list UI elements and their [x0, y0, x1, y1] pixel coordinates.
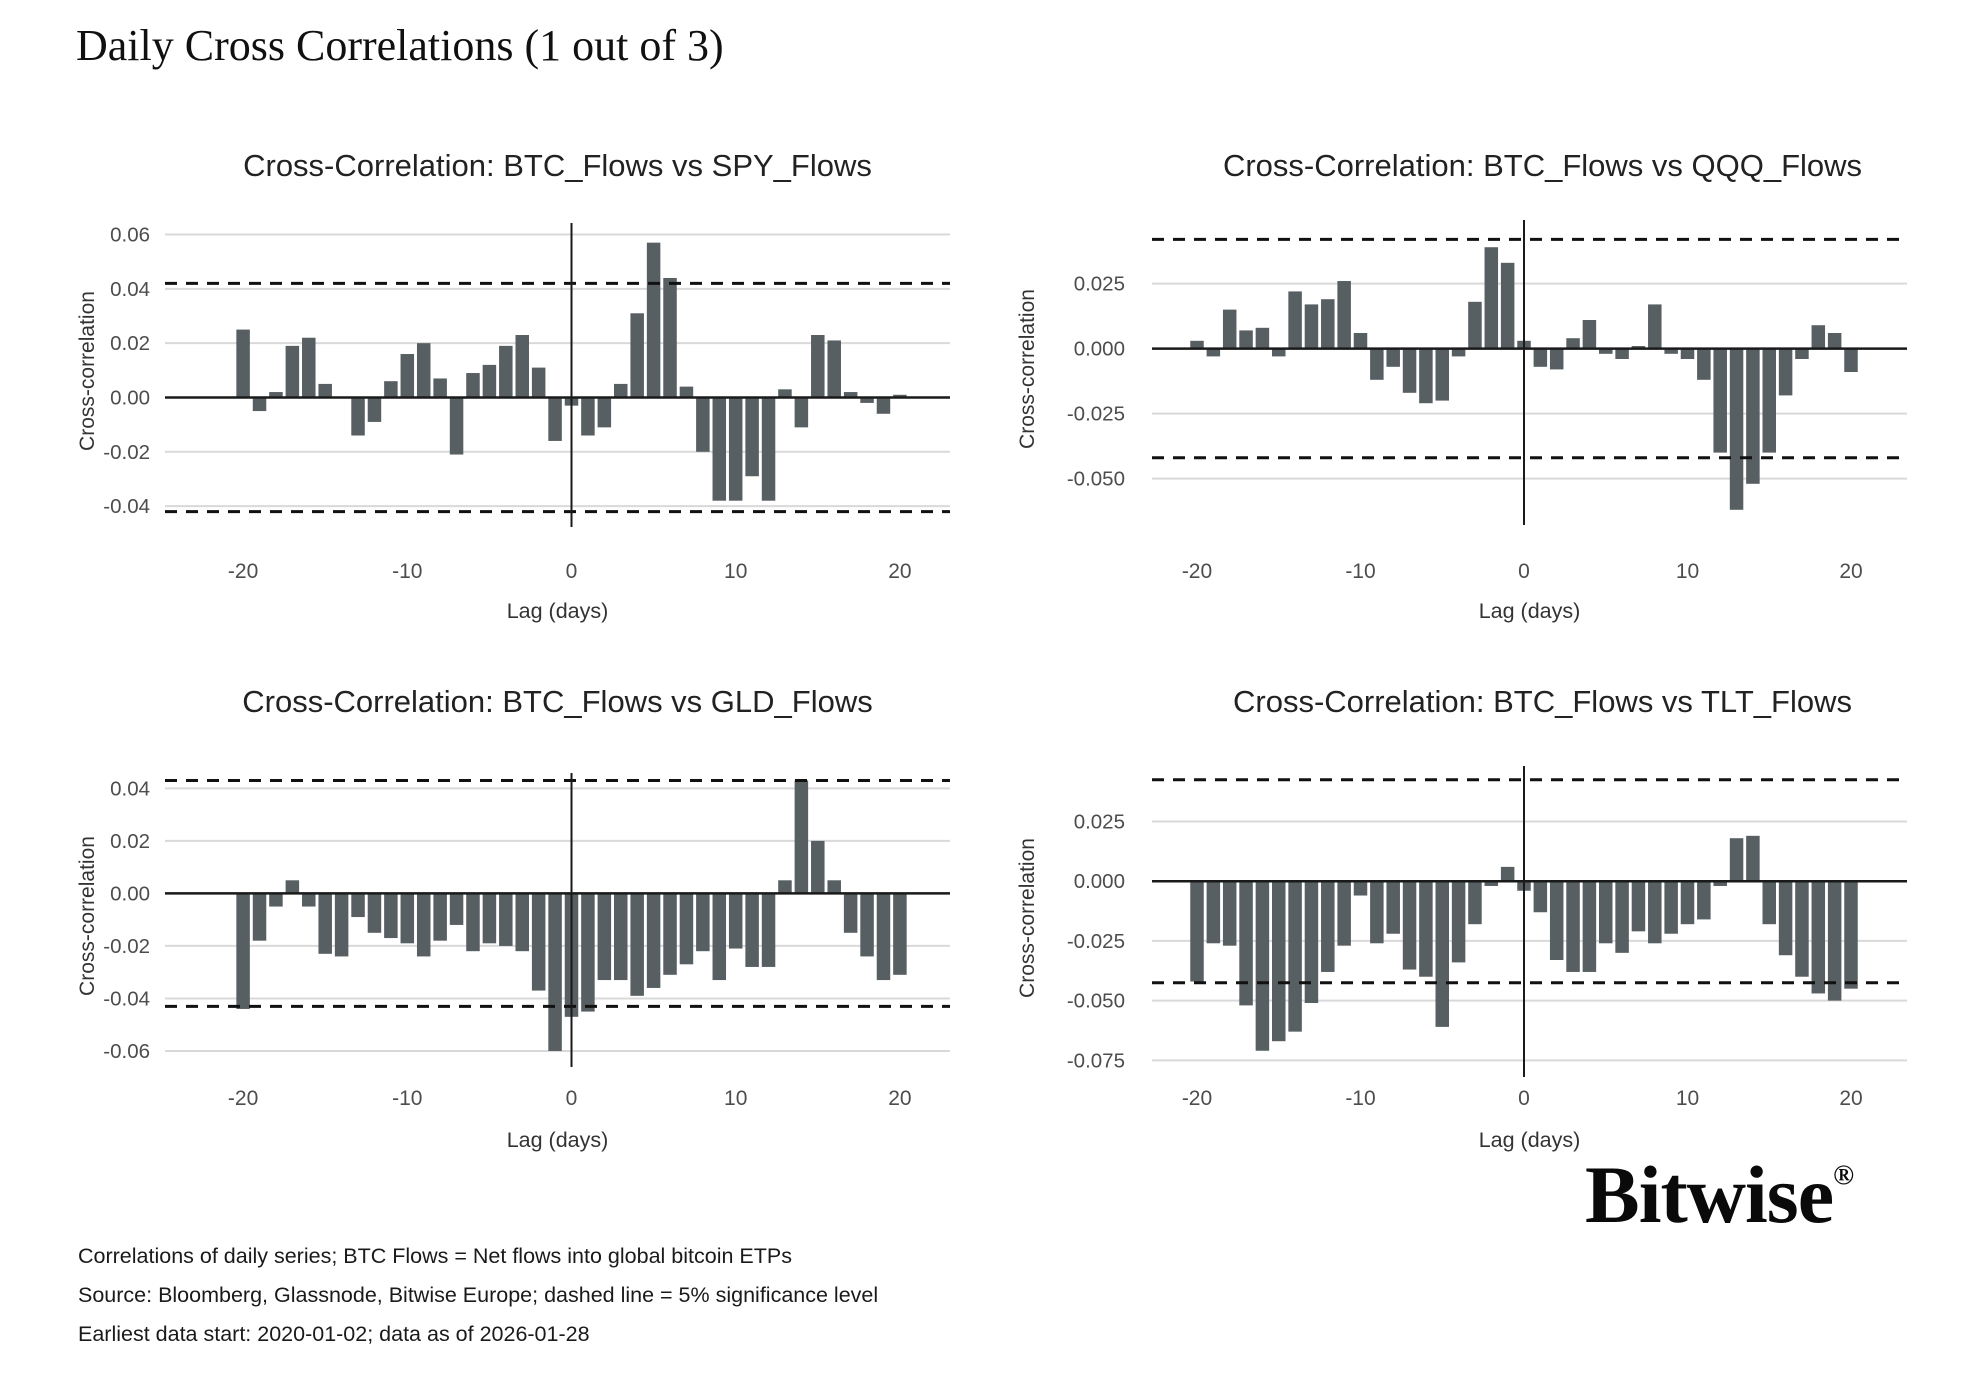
bar-lag--6 [1419, 349, 1433, 404]
bar-lag--16 [1256, 881, 1270, 1051]
bar-lag-9 [713, 397, 727, 500]
bar-lag-14 [1746, 836, 1760, 881]
bar-lag-10 [729, 397, 743, 500]
y-tick-label: -0.050 [1066, 467, 1125, 491]
bar-lag-4 [630, 313, 644, 397]
bar-lag-3 [614, 384, 628, 398]
chart-title-btc-vs-gld: Cross-Correlation: BTC_Flows vs GLD_Flows [242, 684, 873, 719]
bar-lag--8 [1386, 349, 1400, 367]
bar-lag-11 [1697, 881, 1711, 919]
bar-lag-15 [811, 841, 825, 894]
bar-lag--6 [1419, 881, 1433, 977]
x-tick-label: -10 [392, 560, 423, 583]
bar-lag--3 [1468, 881, 1482, 924]
y-axis-label-tlt: Cross-correlation [1016, 838, 1039, 998]
bar-lag-4 [1583, 881, 1597, 972]
bar-lag--1 [1501, 263, 1515, 349]
bar-lag-12 [762, 893, 776, 967]
x-axis-label: Lag (days) [506, 1128, 609, 1152]
bar-lag-19 [877, 893, 891, 980]
chart-title-btc-vs-spy: Cross-Correlation: BTC_Flows vs SPY_Flows [243, 148, 872, 183]
bar-lag-16 [1779, 349, 1793, 396]
bar-lag-9 [713, 893, 727, 980]
bar-lag-1 [581, 893, 595, 1011]
bar-lag-14 [1746, 349, 1760, 484]
x-tick-label: 20 [888, 560, 912, 583]
bar-lag--1 [548, 893, 562, 1051]
bar-lag--15 [318, 384, 332, 398]
y-tick-label: -0.04 [103, 987, 150, 1011]
bar-lag--4 [499, 346, 513, 398]
bar-lag-18 [1812, 881, 1826, 993]
bar-lag-11 [745, 397, 759, 476]
bar-lag-15 [811, 335, 825, 397]
bar-lag-7 [1632, 881, 1646, 931]
bar-lag--5 [483, 365, 497, 398]
bar-lag--20 [236, 893, 250, 1009]
bar-lag--5 [1436, 881, 1450, 1027]
bar-lag--2 [1485, 247, 1499, 348]
bar-lag-13 [1730, 349, 1744, 510]
bar-lag--3 [515, 893, 529, 951]
bar-lag--1 [548, 397, 562, 440]
bar-lag--11 [384, 893, 398, 938]
bar-lag-14 [795, 781, 809, 894]
bar-lag--10 [401, 893, 415, 943]
x-tick-label: 10 [1675, 560, 1700, 583]
bar-lag-10 [1681, 881, 1695, 924]
footnote-line-3: Earliest data start: 2020-01-02; data as of 2026-01-28 [78, 1322, 590, 1346]
chart-btc-vs-tlt-flows [985, 655, 1970, 1210]
y-tick-label: -0.025 [1066, 402, 1125, 426]
bar-lag--13 [351, 893, 365, 917]
y-tick-label: 0.04 [110, 277, 150, 301]
y-tick-label: 0.02 [110, 332, 150, 356]
page-title: Daily Cross Correlations (1 out of 3) [76, 21, 724, 70]
bar-lag-14 [795, 397, 809, 427]
x-tick-label: 0 [1518, 560, 1530, 583]
bar-lag--2 [532, 368, 546, 398]
bar-lag--19 [253, 397, 267, 411]
x-axis-label: Lag (days) [506, 599, 609, 623]
bitwise-logo-text: Bitwise [1585, 1149, 1834, 1240]
bar-lag--4 [1452, 881, 1466, 962]
bar-lag-16 [827, 880, 841, 893]
bar-lag--18 [269, 893, 283, 906]
bar-lag--12 [368, 893, 382, 932]
bar-lag--19 [1207, 881, 1221, 943]
bar-lag--18 [1223, 310, 1237, 349]
y-tick-label: -0.06 [103, 1039, 150, 1063]
bar-lag-3 [614, 893, 628, 980]
bar-lag-16 [827, 340, 841, 397]
y-tick-label: 0.025 [1073, 810, 1125, 834]
bar-lag-6 [1615, 881, 1629, 953]
footnote-line-2: Source: Bloomberg, Glassnode, Bitwise Europe; dashed line = 5% significance level [78, 1283, 879, 1307]
bar-lag-16 [1779, 881, 1793, 955]
bar-lag-12 [762, 397, 776, 500]
bar-lag-9 [1664, 881, 1678, 934]
bar-lag-5 [647, 243, 661, 398]
bar-lag-5 [1599, 881, 1613, 943]
bar-lag--14 [335, 893, 349, 956]
bar-lag--13 [351, 397, 365, 435]
bar-lag-2 [598, 397, 612, 427]
x-tick-label: -20 [227, 1087, 259, 1110]
x-tick-label: -20 [1181, 560, 1213, 583]
bar-lag-5 [647, 893, 661, 988]
x-tick-label: -10 [392, 1087, 423, 1110]
bar-lag-15 [1763, 349, 1777, 453]
bar-lag-2 [1550, 881, 1564, 960]
bitwise-logo [1585, 1148, 1854, 1242]
footnote-line-1: Correlations of daily series; BTC Flows = Net flows into global bitcoin ETPs [78, 1244, 792, 1268]
y-axis-label-gld: Cross-correlation [76, 836, 99, 996]
x-tick-label: -10 [1345, 560, 1376, 583]
x-tick-label: 10 [724, 560, 748, 583]
bar-lag--20 [1190, 881, 1204, 981]
bar-lag-17 [1795, 349, 1809, 359]
bar-lag-11 [1697, 349, 1711, 380]
y-tick-label: -0.050 [1066, 989, 1125, 1013]
bar-lag-3 [1566, 338, 1580, 348]
bar-lag--10 [1354, 881, 1368, 895]
bar-lag--15 [1272, 881, 1286, 1041]
bar-lag-10 [729, 893, 743, 948]
y-axis-label-qqq: Cross-correlation [1016, 289, 1039, 449]
y-tick-label: 0.000 [1073, 870, 1125, 894]
bar-lag--17 [1239, 881, 1253, 1005]
bar-lag-13 [1730, 838, 1744, 881]
bar-lag--4 [499, 893, 513, 946]
bar-lag--3 [1468, 302, 1482, 349]
y-axis-label-spy: Cross-correlation [76, 291, 99, 451]
x-axis-label: Lag (days) [1478, 1128, 1581, 1152]
x-tick-label: -20 [227, 560, 259, 583]
bar-lag--8 [433, 378, 447, 397]
bar-lag-18 [1812, 325, 1826, 348]
bar-lag-8 [696, 397, 710, 451]
bar-lag-20 [1844, 349, 1858, 372]
bar-lag--9 [417, 893, 431, 956]
bar-lag-19 [877, 397, 891, 413]
bar-lag-8 [1648, 881, 1662, 943]
chart-title-btc-vs-tlt: Cross-Correlation: BTC_Flows vs TLT_Flows [1233, 684, 1852, 719]
bar-lag--7 [450, 397, 464, 454]
x-tick-label: -20 [1181, 1087, 1213, 1110]
bar-lag--7 [450, 893, 464, 925]
bar-lag--2 [532, 893, 546, 990]
bar-lag-13 [778, 880, 792, 893]
bar-lag-3 [1566, 881, 1580, 972]
bar-lag-7 [680, 387, 694, 398]
bar-lag-6 [663, 893, 677, 974]
x-tick-label: 10 [724, 1087, 748, 1110]
x-tick-label: 0 [565, 1087, 578, 1110]
bar-lag-15 [1763, 881, 1777, 924]
bar-lag-1 [1534, 349, 1548, 367]
bar-lag--8 [433, 893, 447, 940]
y-tick-label: -0.04 [103, 495, 150, 519]
bar-lag-18 [860, 893, 874, 956]
x-tick-label: 20 [1839, 1087, 1863, 1110]
bar-lag--1 [1501, 867, 1515, 881]
bar-lag--5 [483, 893, 497, 943]
bar-lag--11 [384, 381, 398, 397]
bar-lag-17 [1795, 881, 1809, 977]
footnote [78, 1237, 878, 1354]
bar-lag--13 [1305, 881, 1319, 1003]
bar-lag--5 [1436, 349, 1450, 401]
bar-lag-17 [844, 893, 858, 932]
bar-lag-8 [1648, 304, 1662, 348]
bar-lag-1 [1534, 881, 1548, 912]
x-tick-label: 0 [565, 560, 578, 583]
bar-lag-11 [745, 893, 759, 967]
bar-lag--16 [302, 338, 316, 398]
bar-lag-10 [1681, 349, 1695, 359]
bar-lag--10 [1354, 333, 1368, 349]
bar-lag--12 [1321, 299, 1335, 348]
bar-lag--12 [1321, 881, 1335, 972]
bar-lag-8 [696, 893, 710, 951]
y-tick-label: -0.02 [103, 440, 150, 464]
bar-lag--10 [401, 354, 415, 397]
bar-lag--6 [466, 893, 480, 951]
bar-lag--19 [253, 893, 267, 940]
bar-lag-6 [1615, 349, 1629, 359]
bar-lag--3 [515, 335, 529, 397]
x-axis-label: Lag (days) [1478, 599, 1581, 623]
bar-lag--18 [1223, 881, 1237, 945]
y-tick-label: 0.00 [110, 882, 150, 906]
bar-lag--20 [236, 330, 250, 398]
bar-lag--7 [1403, 349, 1417, 393]
bar-lag--6 [466, 373, 480, 397]
bar-lag--17 [286, 880, 300, 893]
bar-lag--14 [1288, 291, 1302, 348]
x-tick-label: 0 [1518, 1087, 1530, 1110]
x-tick-label: 20 [888, 1087, 912, 1110]
bar-lag-20 [893, 893, 907, 974]
x-tick-label: -10 [1345, 1087, 1376, 1110]
bar-lag--13 [1305, 304, 1319, 348]
y-tick-label: -0.075 [1066, 1049, 1125, 1073]
bar-lag--14 [1288, 881, 1302, 1031]
bar-lag--9 [1370, 349, 1384, 380]
bar-lag--7 [1403, 881, 1417, 969]
y-tick-label: -0.02 [103, 934, 150, 958]
bar-lag--15 [318, 893, 332, 953]
chart-btc-vs-gld-flows [0, 655, 985, 1210]
bar-lag-20 [1844, 881, 1858, 988]
x-tick-label: 10 [1675, 1087, 1700, 1110]
bar-lag-12 [1713, 349, 1727, 453]
registered-trademark-icon: ® [1833, 1160, 1855, 1191]
bar-lag-7 [680, 893, 694, 964]
y-tick-label: 0.00 [110, 386, 150, 410]
bar-lag--9 [417, 343, 431, 397]
bar-lag-19 [1828, 333, 1842, 349]
bar-lag-6 [663, 278, 677, 398]
bar-lag--8 [1386, 881, 1400, 934]
y-tick-label: 0.04 [110, 777, 150, 801]
bar-lag-2 [598, 893, 612, 980]
bar-lag-2 [1550, 349, 1564, 370]
y-tick-label: -0.025 [1066, 929, 1125, 953]
bar-lag-1 [581, 397, 595, 435]
bar-lag--12 [368, 397, 382, 421]
bar-lag--11 [1337, 281, 1351, 349]
bar-lag--17 [1239, 330, 1253, 348]
chart-btc-vs-qqq-flows [985, 100, 1970, 655]
y-tick-label: 0.02 [110, 829, 150, 853]
y-tick-label: 0.06 [110, 223, 150, 247]
bar-lag--16 [1256, 328, 1270, 349]
y-tick-label: 0.025 [1073, 272, 1125, 296]
bar-lag-4 [630, 893, 644, 995]
bar-lag--9 [1370, 881, 1384, 943]
y-tick-label: 0.000 [1073, 337, 1125, 361]
chart-btc-vs-spy-flows [0, 100, 985, 655]
bar-lag--16 [302, 893, 316, 906]
bar-lag--17 [286, 346, 300, 398]
x-tick-label: 20 [1839, 560, 1863, 583]
chart-title-btc-vs-qqq: Cross-Correlation: BTC_Flows vs QQQ_Flows [1222, 148, 1863, 183]
bar-lag-4 [1583, 320, 1597, 349]
bar-lag--11 [1337, 881, 1351, 945]
